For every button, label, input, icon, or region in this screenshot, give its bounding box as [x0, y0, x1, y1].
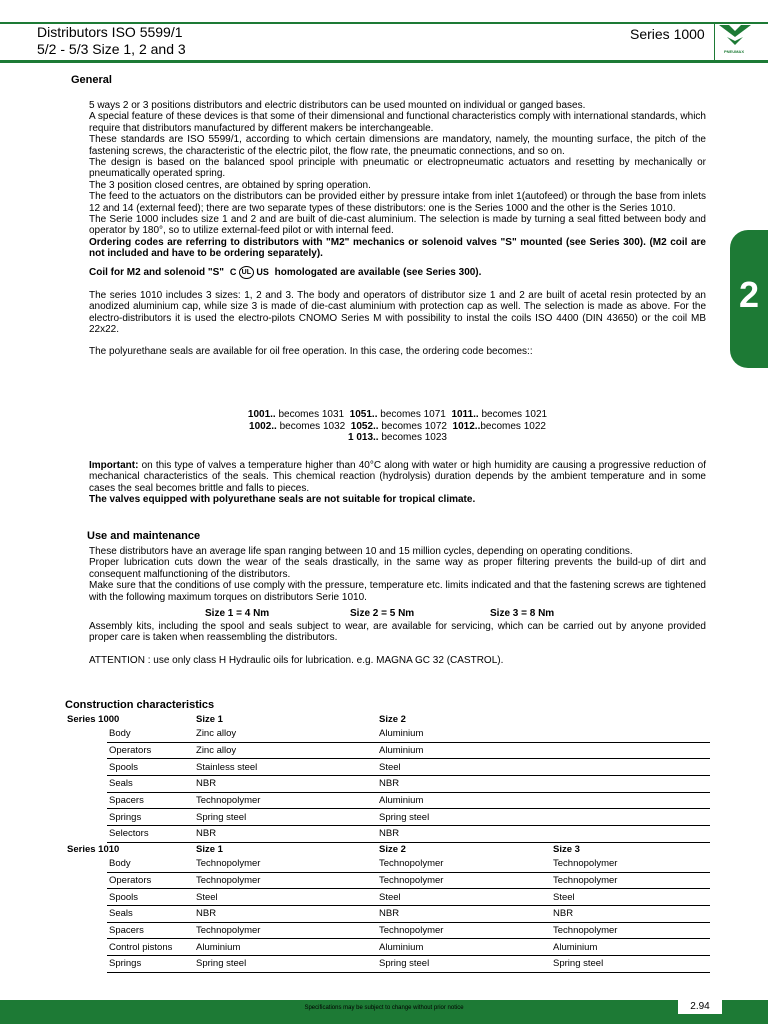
use-heading: Use and maintenance	[87, 530, 201, 542]
coil-note-pre: Coil for M2 and solenoid "S"	[89, 266, 225, 278]
material-value	[551, 792, 710, 809]
code-new: becomes 1022	[480, 420, 546, 432]
page-number: 2.94	[678, 1000, 722, 1014]
code: 1001..	[247, 409, 276, 420]
material-value: Steel	[377, 759, 551, 776]
general-paragraph: The polyurethane seals are available for oil free operation. In this case, the ordering code becomes::	[89, 346, 533, 358]
series-label: Series 1000	[67, 714, 120, 725]
ul-us: US	[256, 266, 269, 277]
header-rule	[0, 60, 768, 63]
code-new: becomes 1072	[378, 420, 447, 432]
use-section	[89, 546, 706, 603]
material-value: NBR	[377, 826, 551, 843]
table-row	[65, 776, 710, 793]
material-value: NBR	[194, 826, 377, 843]
material-value: NBR	[194, 905, 377, 922]
component-name: Seals	[107, 776, 194, 793]
row-indent	[65, 776, 107, 793]
title-line-2: 5/2 - 5/3 Size 1, 2 and 3	[37, 41, 186, 57]
row-indent	[65, 939, 107, 956]
code: 1011..	[451, 409, 479, 420]
component-name: Body	[107, 856, 194, 872]
page-title	[37, 24, 186, 58]
size-header	[551, 713, 710, 726]
material-value: Technopolymer	[377, 872, 551, 889]
material-value: NBR	[551, 905, 710, 922]
table-row	[65, 742, 710, 759]
important-label: Important:	[89, 460, 139, 471]
material-value: Technopolymer	[194, 856, 377, 872]
code: 1052..	[350, 420, 379, 432]
component-name: Operators	[107, 742, 194, 759]
material-value: Aluminium	[377, 792, 551, 809]
material-value: Zinc alloy	[194, 726, 377, 742]
code-row	[89, 409, 706, 421]
ul-certification-icon	[230, 266, 269, 279]
table-row	[65, 826, 710, 843]
material-value: Spring steel	[194, 809, 377, 826]
table-row	[65, 922, 710, 939]
material-value: Aluminium	[377, 726, 551, 742]
material-value: Technopolymer	[551, 856, 710, 872]
row-indent	[65, 742, 107, 759]
material-value	[551, 809, 710, 826]
row-indent	[65, 809, 107, 826]
general-heading: General	[71, 74, 112, 86]
component-name: Spools	[107, 759, 194, 776]
code-new: becomes 1031	[275, 409, 345, 420]
size-header: Size 3	[553, 843, 580, 855]
important-warning: The valves equipped with polyurethane seals are not suitable for tropical climate.	[89, 494, 476, 506]
code: 1 013..	[348, 432, 379, 443]
material-value: Spring steel	[377, 955, 551, 972]
material-value: Spring steel	[377, 809, 551, 826]
material-value: Technopolymer	[194, 922, 377, 939]
table-row	[65, 905, 710, 922]
general-paragraph: The feed to the actuators on the distributors can be provided either by pressure intake from inlet 1(autofeed) or through the base from inlets 12 and 14 (external feed); there are two separate types of these distributors: one is the Series 1000 and the other is the Series 1010.	[89, 191, 706, 214]
row-indent	[65, 955, 107, 972]
table-row	[65, 889, 710, 906]
row-indent	[65, 792, 107, 809]
size-header: Size 2	[379, 714, 406, 725]
component-name: Spacers	[107, 922, 194, 939]
material-value: Steel	[194, 889, 377, 906]
table-row	[65, 792, 710, 809]
general-paragraph: The 3 position closed centres, are obtained by spring operation.	[89, 179, 371, 191]
title-line-1: Distributors ISO 5599/1	[37, 24, 183, 40]
material-value: Technopolymer	[194, 872, 377, 889]
material-value: Technopolymer	[551, 872, 710, 889]
code: 1051..	[349, 409, 378, 420]
row-indent	[65, 922, 107, 939]
material-value	[551, 742, 710, 759]
code-new: becomes 1071	[377, 409, 446, 420]
row-indent	[65, 872, 107, 889]
important-note	[89, 460, 706, 494]
important-text: on this type of valves a temperature higher than 40°C along with water or high humidity are causing a progressive reduction of mechanical characteristics of the seals. This chemical reaction (hydrolysis) duration depends by the ambient temperature and in some cases the seal becomes brittle and falls to pieces.	[89, 460, 706, 494]
material-value: Technopolymer	[194, 792, 377, 809]
component-name: Control pistons	[107, 939, 194, 956]
use-paragraph: Make sure that the conditions of use comply with the pressure, temperature etc. limits indicated and that the fastening screws are tightened with the following maximum torques on distributors Serie 1010.	[89, 580, 706, 603]
material-value: Aluminium	[377, 939, 551, 956]
use-paragraph: Assembly kits, including the spool and seals subject to wear, are available for servicing, which can be carried out by anyone provided proper care is taken when reassembling the distributors.	[89, 621, 706, 644]
torque-size-2: Size 2 = 5 Nm	[350, 608, 415, 619]
important-section	[89, 460, 706, 506]
material-value: Technopolymer	[551, 922, 710, 939]
footer-bar	[0, 1000, 768, 1024]
material-value: Steel	[551, 889, 710, 906]
table-header-row	[65, 713, 710, 726]
use-paragraph: These distributors have an average life span ranging between 10 and 15 million cycles, depending on operating conditions.	[89, 546, 633, 557]
code-conversion-list	[89, 409, 706, 444]
component-name: Springs	[107, 809, 194, 826]
footer-note: Specifications may be subject to change without prior notice	[304, 1005, 464, 1011]
table-row	[65, 955, 710, 972]
coil-note-post: homologated are available (see Series 300).	[274, 266, 482, 278]
torque-size-3: Size 3 = 8 Nm	[490, 608, 555, 619]
material-value: Steel	[377, 889, 551, 906]
row-indent	[65, 826, 107, 843]
component-name: Spools	[107, 889, 194, 906]
size-header: Size 1	[196, 714, 223, 725]
row-indent	[65, 759, 107, 776]
material-value	[551, 726, 710, 742]
general-paragraph: 5 ways 2 or 3 positions distributors and electric distributors can be used mounted on individual or ganged bases.	[89, 100, 586, 111]
use-section-2	[89, 621, 706, 666]
row-indent	[65, 889, 107, 906]
code-row	[89, 421, 706, 433]
table-row	[65, 726, 710, 742]
material-value: Spring steel	[194, 955, 377, 972]
table-row	[65, 809, 710, 826]
construction-section	[65, 699, 710, 973]
material-value: NBR	[377, 776, 551, 793]
component-name: Spacers	[107, 792, 194, 809]
code-new: becomes 1023	[378, 432, 447, 443]
general-paragraph: The Serie 1000 includes size 1 and 2 and are built of die-cast aluminium. The selection is made by turning a seal fitted between body and operator by 180°, so to utilize external-feed pilot or with internal feed.	[89, 214, 706, 237]
code: 1012..	[452, 420, 481, 432]
material-value: Technopolymer	[377, 922, 551, 939]
material-value: Zinc alloy	[194, 742, 377, 759]
pneumax-logo-icon	[715, 23, 755, 49]
ul-logo: UL	[239, 266, 254, 279]
code-new: becomes 1032	[276, 420, 346, 432]
component-name: Springs	[107, 955, 194, 972]
logo-text: PNEUMAX	[723, 49, 744, 54]
general-section	[89, 100, 706, 358]
material-value: Stainless steel	[194, 759, 377, 776]
material-value: NBR	[194, 776, 377, 793]
size-header: Size 1	[196, 843, 223, 855]
series-label: Series 1000	[630, 26, 705, 42]
chapter-number: 2	[738, 274, 760, 315]
material-value: Spring steel	[551, 955, 710, 972]
material-value	[551, 759, 710, 776]
row-indent	[65, 905, 107, 922]
row-indent	[65, 726, 107, 742]
material-value	[551, 826, 710, 843]
brand-logo	[714, 23, 755, 60]
component-name: Operators	[107, 872, 194, 889]
construction-table	[65, 713, 710, 973]
use-paragraph: Proper lubrication cuts down the wear of the seals drastically, in the same way as proper filtering prevents the build-up of dirt and consequent malfunctioning of the distributors.	[89, 557, 706, 580]
general-paragraph: A special feature of these devices is that some of their dimensional and functional characteristics comply with international standards, which require that distributors manufactured by different makers be interchangeable.	[89, 111, 706, 134]
table-header-row	[65, 842, 710, 856]
material-value: Technopolymer	[377, 856, 551, 872]
table-row	[65, 856, 710, 872]
torque-size-1: Size 1 = 4 Nm	[205, 608, 270, 619]
material-value: Aluminium	[377, 742, 551, 759]
series-label: Series 1010	[67, 843, 120, 855]
code: 1002..	[249, 420, 277, 432]
ul-c: C	[229, 266, 237, 277]
general-paragraph: These standards are ISO 5599/1, according to which certain dimensions are mandatory, namely, the mounting surface, the pitch of the fastening screws, the characteristic of the electric pilot, the flow rate, the pneumatic connections, and so on.	[89, 134, 706, 157]
coil-note	[89, 266, 706, 279]
ordering-note: Ordering codes are referring to distributors with "M2" mechanics or solenoid valves "S" mounted (see Series 300). (M2 coil are not included and have to be ordering separately).	[89, 236, 706, 260]
construction-title: Construction characteristics	[65, 699, 215, 711]
material-value: NBR	[377, 905, 551, 922]
general-paragraph: The series 1010 includes 3 sizes: 1, 2 and 3. The body and operators of distributor size 1 and 2 are built of acetal resin protected by an anodized aluminium cap, while size 3 is made of die-cast aluminium with protection cap as well. The selection is made as above. For the electro-distributors it is used the electro-pilots CNOMO Series M with possibility to instal the coils ISO 4400 (DIN 43650) or the coil MB 22x22.	[89, 289, 706, 335]
material-value: Aluminium	[194, 939, 377, 956]
row-indent	[65, 856, 107, 872]
general-paragraph: The design is based on the balanced spool principle with pneumatic or electropneumatic actuators and resetting by mechanically or pneumatically operated spring.	[89, 157, 706, 180]
table-row	[65, 872, 710, 889]
component-name: Seals	[107, 905, 194, 922]
material-value: Aluminium	[551, 939, 710, 956]
size-header: Size 2	[379, 843, 406, 855]
code-row	[89, 432, 706, 444]
table-row	[65, 759, 710, 776]
component-name: Selectors	[107, 826, 194, 843]
code-new: becomes 1021	[478, 409, 548, 420]
table-row	[65, 939, 710, 956]
attention-note: ATTENTION : use only class H Hydraulic oils for lubrication. e.g. MAGNA GC 32 (CASTROL).	[89, 654, 504, 666]
component-name: Body	[107, 726, 194, 742]
material-value	[551, 776, 710, 793]
